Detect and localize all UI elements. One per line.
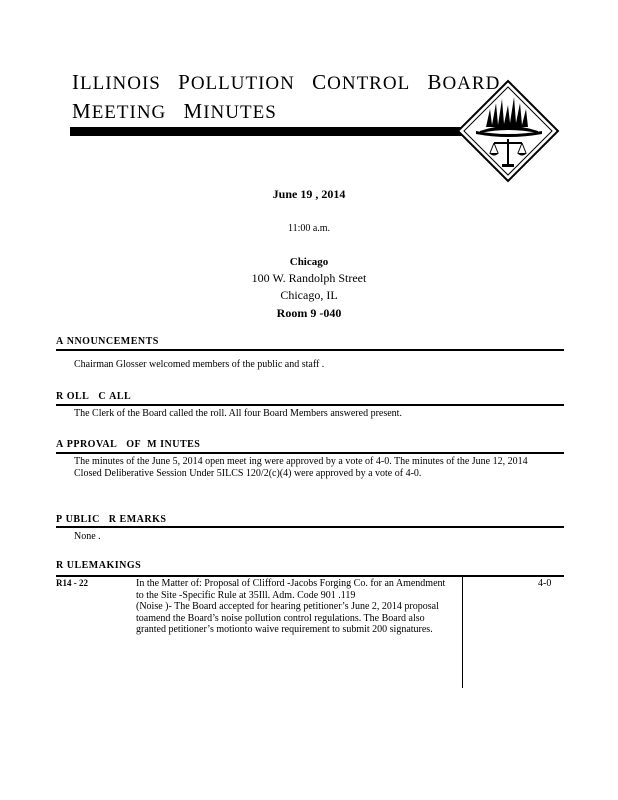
- divider: [56, 404, 564, 406]
- rulemaking-description: [136, 578, 448, 636]
- meeting-city: Chicago: [289, 256, 329, 268]
- rulemaking-description-title: In the Matter of: Proposal of Clifford -Jacobs Forging Co. for an Amendment to the Site -Specific Rule at 35Ill. Adm. Code 901 .119: [136, 578, 446, 601]
- column-divider: [462, 577, 463, 688]
- announcements-heading: A NNOUNCEMENTS: [56, 336, 159, 347]
- meeting-address: 100 W. Randolph Street: [251, 271, 367, 285]
- meeting-date: June 19 , 2014: [272, 187, 346, 201]
- announcements-text: Chairman Glosser welcomed members of the public and staff .: [74, 359, 325, 370]
- meeting-city-state: Chicago, IL: [280, 288, 338, 302]
- public-remarks-text: None .: [74, 531, 101, 542]
- public-remarks-heading: P UBLIC R EMARKS: [56, 514, 167, 525]
- roll-call-heading: R OLL C ALL: [56, 391, 132, 402]
- meeting-time: 11:00 a.m.: [287, 223, 331, 234]
- header-bar: [70, 127, 465, 136]
- approval-heading: A PPROVAL OF M INUTES: [56, 439, 201, 450]
- roll-call-text: The Clerk of the Board called the roll. All four Board Members answered present.: [74, 408, 402, 419]
- divider: [56, 526, 564, 528]
- rulemaking-description-detail: (Noise )- The Board accepted for hearing petitioner’s June 2, 2014 proposal toamend the Board’s noise pollution control regulations. The Board also granted petitioner’s motionto waive requirement to submit 200 signatures.: [136, 601, 439, 635]
- scales-of-justice-icon: [456, 79, 560, 183]
- rulemaking-vote: 4-0: [538, 578, 552, 589]
- divider: [56, 452, 564, 454]
- approval-text: The minutes of the June 5, 2014 open meet ing were approved by a vote of 4-0. The minutes of the June 12, 2014 Closed Deliberative Session Under 5ILCS 120/2(c)(4) were approved by a vote of 4-0.: [74, 456, 528, 479]
- rulemaking-number: R14 - 22: [56, 578, 88, 588]
- page-title-line2: MEETING MINUTES: [72, 99, 277, 123]
- meeting-room: Room 9 -040: [276, 306, 342, 320]
- rulemakings-heading: R ULEMAKINGS: [56, 560, 142, 571]
- page-title-line1: ILLINOIS POLLUTION CONTROL BOARD: [72, 70, 501, 94]
- divider: [56, 575, 564, 577]
- divider: [56, 349, 564, 351]
